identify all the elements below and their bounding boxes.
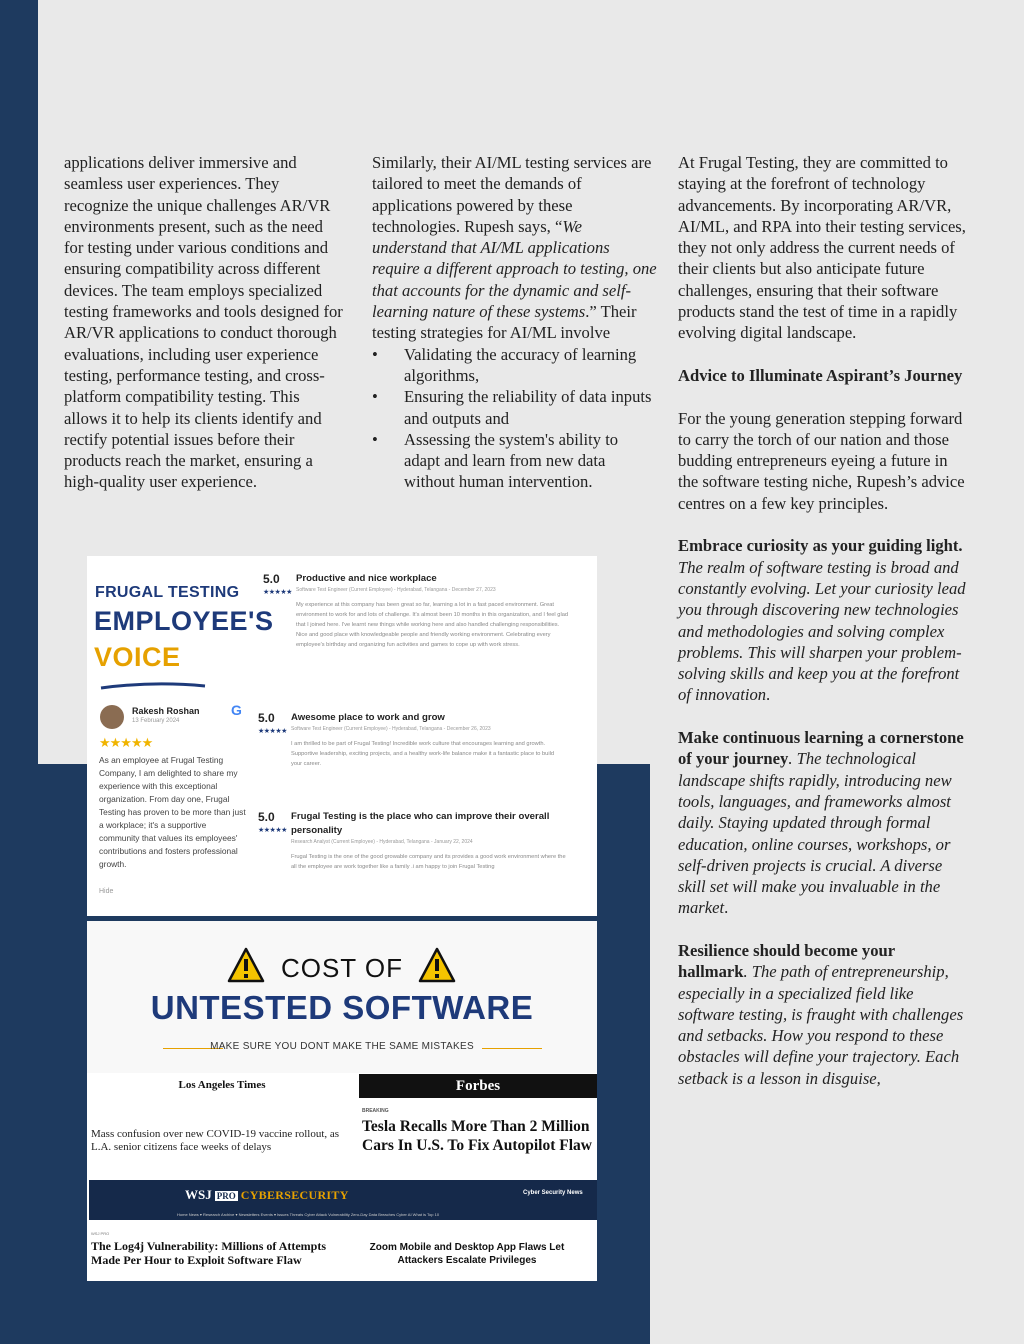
forbes-headline: Tesla Recalls More Than 2 Million Cars In U.S. To Fix Autopilot Flaw — [362, 1118, 592, 1154]
hide-link: Hide — [99, 888, 114, 895]
paragraph-arvr: applications deliver immersive and seamless user experiences. They recognize the unique challenges AR/VR environments present, such as the need for testing under various conditions and ensuring compatibility across different devices. The team employs specialized testing frameworks and tools designed for AR/VR applications to conduct thorough evaluations, including user experience testing, performance testing, and cross-platform compatibility testing. This allows it to help its clients identify and rectify potential issues before their products reach the market, ensuring a high-quality user experience. — [64, 153, 343, 492]
review-title: Frugal Testing is the place who can improve their overall personality — [291, 811, 550, 836]
la-times-headline: Mass confusion over new COVID-19 vaccine rollout, as L.A. senior citizens face weeks of delays — [91, 1128, 340, 1153]
advice-italic: . The path of entrepreneurship, especially in a specialized field like software testing, is fraught with challenges and setbacks. How you respond to these obstacles will define your trajectory. Each setback is a lesson in disguise, — [678, 962, 964, 1088]
aiml-intro: Similarly, their AI/ML testing services are tailored to meet the demands of applications powered by these technologies. Rupesh says, “ — [372, 153, 652, 236]
review-card — [263, 572, 568, 692]
wsj-logo-text: WSJ — [185, 1187, 212, 1202]
paragraph-aiml — [372, 152, 657, 344]
advice-bold: Make continuous learning a cornerstone of your journey — [678, 728, 964, 769]
wsj-pro-tag: WSJ PRO — [91, 1231, 110, 1236]
zoom-headline: Zoom Mobile and Desktop App Flaws Let Attackers Escalate Privileges — [369, 1242, 565, 1266]
reviewer-name: Rakesh Roshan — [132, 706, 200, 716]
paragraph-advice-intro: For the young generation stepping forward to carry the torch of our nation and those budding entrepreneurs eyeing a future in the software testing niche, Rupesh’s advice centres on a few key principles. — [678, 408, 965, 513]
bullet-item: • Assessing the system's ability to adapt and learn from new data without human intervention. — [372, 429, 657, 493]
wsj-pro-badge: PRO — [216, 1191, 236, 1201]
employees-title: EMPLOYEE'S — [94, 606, 274, 636]
review-score: 5.0 — [263, 572, 280, 586]
cyber-security-news-logo: Cyber Security News — [523, 1190, 583, 1196]
advice-learning — [678, 727, 968, 919]
review-score: 5.0 — [258, 810, 275, 824]
wsj-headline: The Log4j Vulnerability: Millions of Attempts Made Per Hour to Exploit Software Flaw — [91, 1239, 327, 1267]
swoosh-underline — [99, 682, 207, 690]
bullet-item: • Validating the accuracy of learning algorithms, — [372, 344, 657, 387]
text-column-2 — [372, 152, 657, 493]
review-body: I am thrilled to be part of Frugal Testing! Incredible work culture that encourages learning and growth. Supportive leadership, exciting projects, and a healthy work-life balance make it a fantastic place to build your career. — [291, 741, 555, 767]
review-title: Awesome place to work and grow — [291, 712, 445, 723]
bullet-item: • Ensuring the reliability of data inputs and outputs and — [372, 386, 657, 429]
review-stars: ★★★★★ — [263, 589, 292, 596]
advice-italic: . The technological landscape shifts rapidly, introducing new tools, languages, and frameworks almost daily. Staying updated through formal education, online courses, workshops, or self-driven projects is crucial. A diverse skill set will make you invaluable in the market — [678, 749, 952, 918]
review-score: 5.0 — [258, 711, 275, 725]
review-stars: ★★★★★ — [258, 728, 287, 735]
navy-sidebar-decoration — [0, 0, 38, 764]
wsj-logo — [185, 1187, 349, 1203]
employee-voice-image — [87, 556, 597, 916]
review-card — [258, 810, 566, 910]
review-meta: Software Test Engineer (Current Employee) - Hyderabad, Telangana - December 26, 2023 — [291, 726, 491, 732]
section-heading: Advice to Illuminate Aspirant’s Journey — [678, 365, 963, 385]
cost-title-line2: UNTESTED SOFTWARE — [150, 989, 534, 1026]
review-meta: Research Analyst (Current Employee) - Hyderabad, Telangana - January 22, 2024 — [291, 839, 473, 845]
star-rating: ★★★★★ — [99, 735, 153, 750]
advice-resilience — [678, 940, 968, 1089]
review-stars: ★★★★★ — [258, 827, 287, 834]
rupesh-quote: We understand that AI/ML applications require a different approach to testing, one that accounts for the dynamic and self-learning nature of these systems — [372, 216, 657, 322]
review-title: Productive and nice workplace — [296, 573, 437, 584]
aiml-bullet-list — [372, 344, 657, 493]
voice-title: VOICE — [94, 642, 181, 672]
advice-curiosity — [678, 535, 968, 705]
advice-bold: Resilience should become your hallmark — [678, 940, 895, 982]
review-date: 13 February 2024 — [132, 718, 180, 724]
cost-subtitle: MAKE SURE YOU DONT MAKE THE SAME MISTAKES — [210, 1041, 474, 1052]
paragraph-forefront: At Frugal Testing, they are committed to staying at the forefront of technology advancements. By incorporating AR/VR, AI/ML, and RPA into their testing services, they not only address the current needs of their clients but also anticipate future challenges, ensuring that their software products stand the test of time in a rapidly evolving digital landscape. — [678, 153, 966, 343]
advice-tail: . — [724, 898, 729, 918]
review-card — [258, 711, 563, 791]
reviewer-text: As an employee at Frugal Testing Company, I am delighted to share my experience with this exceptional organization. From day one, Frugal Testing has proven to be more than just a workplace; it's a supportive community that values its employees' contributions and fosters professional growth. — [99, 755, 246, 869]
brand-name: FRUGAL TESTING — [95, 584, 240, 601]
google-icon: G — [231, 702, 242, 718]
news-site-nav: Home News ▾ Research Archive ▾ Newsletters Events ▾ Issues Threats Cyber Attack Vulnerability Zero-Day Data Breaches Cyber AI What is Top 10 — [177, 1212, 440, 1217]
review-meta: Software Test Engineer (Current Employee) - Hyderabad, Telangana - December 27, 2023 — [296, 587, 496, 593]
la-times-masthead: Los Angeles Times — [178, 1079, 266, 1091]
text-column-3 — [678, 152, 968, 1089]
aiml-outro: .” Their testing strategies for AI/ML involve — [372, 302, 637, 343]
wsj-section-name: CYBERSECURITY — [240, 1188, 349, 1202]
advice-italic: The realm of software testing is broad and constantly evolving. Let your curiosity lead you through discovering new technologies and methodologies and solving complex problems. This will sharpen your problem-solving skills and keep you at the forefront of innovation — [678, 557, 966, 705]
advice-tail: . — [766, 685, 771, 705]
cost-untested-software-image — [87, 921, 597, 1281]
review-body: Frugal Testing is the one of the good growable company and its provides a good work environment where the all the employee are work together like a family .i am happy to join Frugal Testing — [291, 854, 566, 870]
text-column-1 — [64, 152, 346, 493]
review-body: My experience at this company has been great so far, learning a lot in a fast paced environment. Great environment to work for and lots of challenge. It's almost been 10 months in this organization, and I feel glad that I joined here. I've learnt new things while working here and also handled challenging responsibilities. Nice and good place with knowledgeable people and friendly working environment. Celebrating every employee's birthday and organizing fun activities and games to cope up with work stress. — [296, 602, 569, 648]
avatar — [100, 705, 124, 729]
forbes-breaking-tag: BREAKING — [362, 1108, 389, 1114]
forbes-masthead: Forbes — [359, 1074, 597, 1098]
advice-bold: Embrace curiosity as your guiding light. — [678, 536, 963, 556]
cost-title-line1: COST OF — [280, 953, 404, 983]
